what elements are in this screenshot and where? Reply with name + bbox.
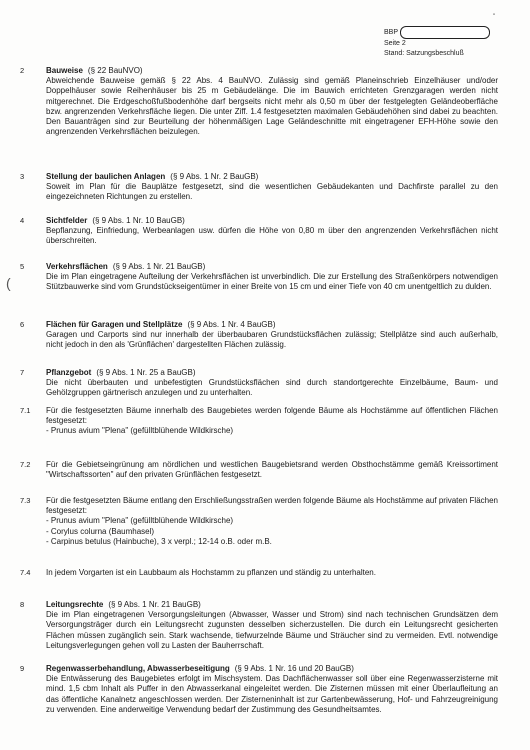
bbp-label: BBP <box>384 28 399 36</box>
section-body: Die im Plan eingetragene Aufteilung der Verkehrsflächen ist unverbindlich. Die zur Erstellung des Straßenkörpers notwendigen Stützbauwerke sind vom Grundstückseigentümer in einer Breite von 15 cm und einer Tiefe von 40 cm unentgeltlich zu dulden. <box>46 272 498 292</box>
section-7-2 <box>20 460 498 480</box>
section-reference: (§ 22 BauNVO) <box>87 66 143 75</box>
section-reference: (§ 9 Abs. 1 Nr. 16 und 20 BauGB) <box>234 664 354 673</box>
section-body: Die Entwässerung des Baugebietes erfolgt im Mischsystem. Das Dachflächenwasser soll über eine Regenwasserzisterne mit mind. 1,5 cbm Inhalt als Puffer in den Abwasserkanal eingeleitet werden. Die Zisternen müssen mit einer Überlaufleitung an das öffentliche Kanalnetz angeschlossen werden. Der Zisterneninhalt ist zur Gartenbewässerung, Hof- und Fahrzeugreinigung zu verwenden. Eine anderweitige Verwendung bedarf der Zustimmung des Gesundheitsamtes. <box>46 674 498 714</box>
section-number: 5 <box>20 262 25 271</box>
section-title: Sichtfelder <box>46 216 88 225</box>
section-7 <box>20 368 498 399</box>
document-header <box>384 26 490 58</box>
section-title: Verkehrsflächen <box>46 262 108 271</box>
section-body: Soweit im Plan für die Bauplätze festgesetzt, sind die wesentlichen Gebäudekanten und Dachfirste parallel zu den eingezeichneten Richtungen zu erstellen. <box>46 182 498 202</box>
section-number: 7.3 <box>20 496 31 505</box>
section-2 <box>20 66 498 137</box>
section-number: 3 <box>20 172 25 181</box>
page-number: Seite 2 <box>384 40 406 47</box>
section-title: Flächen für Garagen und Stellplätze <box>46 320 183 329</box>
plant-list <box>46 426 498 436</box>
section-number: 7.2 <box>20 460 31 469</box>
section-7-4 <box>20 568 498 578</box>
section-7-1 <box>20 406 498 437</box>
bbp-line <box>384 26 490 39</box>
corner-mark: " <box>493 14 496 20</box>
section-6 <box>20 320 498 351</box>
section-title: Bauweise <box>46 66 83 75</box>
section-body: Bepflanzung, Einfriedung, Werbeanlagen usw. dürfen die Höhe von 0,80 m über den angrenzenden Verkehrsflächen nicht überschreiten. <box>46 226 498 246</box>
section-body: Für die festgesetzten Bäume entlang den Erschließungsstraßen werden folgende Bäume als Hochstämme auf privaten Flächen festgesetzt: <box>46 496 498 516</box>
section-body: Garagen und Carports sind nur innerhalb der überbaubaren Grundstücksflächen zulässig; Stellplätze sind auch außerhalb, nicht jedoch in den als 'Grünflächen' dargestellten Flächen zulässig. <box>46 330 498 350</box>
section-body: In jedem Vorgarten ist ein Laubbaum als Hochstamm zu pflanzen und ständig zu unterhalten. <box>46 568 376 577</box>
section-number: 7 <box>20 368 25 377</box>
section-title: Stellung der baulichen Anlagen <box>46 172 166 181</box>
section-body: Die im Plan eingetragenen Versorgungsleitungen (Abwasser, Wasser und Strom) sind nach technischen Grundsätzen dem Versorgungsträger durch ein Leitungsrecht zugunsten desselben sicherzustellen. Die durch ein Leitungsrecht gesicherten Flächen müssen zugänglich sein. Stark wachsende, tiefwurzelnde Bäume und Sträucher sind zu vermeiden. Evtl. notwendige Leitungsverlegungen gehen voll zu Lasten der Bauherrschaft. <box>46 610 498 650</box>
list-item: - Carpinus betulus (Hainbuche), 3 x verpl.; 12-14 o.B. oder m.B. <box>46 536 272 546</box>
section-number: 4 <box>20 216 25 225</box>
section-reference: (§ 9 Abs. 1 Nr. 4 BauGB) <box>187 320 276 329</box>
section-reference: (§ 9 Abs. 1 Nr. 2 BauGB) <box>170 172 259 181</box>
section-number: 2 <box>20 66 25 75</box>
section-7-3 <box>20 496 498 547</box>
section-reference: (§ 9 Abs. 1 Nr. 21 BauGB) <box>112 262 206 271</box>
plant-list <box>46 516 498 547</box>
section-number: 9 <box>20 664 25 673</box>
section-title: Pflanzgebot <box>46 368 92 377</box>
bbp-field-box <box>400 26 490 39</box>
section-number: 7.1 <box>20 406 31 415</box>
section-title: Regenwasserbehandlung, Abwasserbeseitigung <box>46 664 230 673</box>
list-item: - Corylus colurna (Baumhasel) <box>46 526 155 536</box>
section-title: Leitungsrechte <box>46 600 104 609</box>
section-number: 8 <box>20 600 25 609</box>
section-3 <box>20 172 498 203</box>
section-body: Abweichende Bauweise gemäß § 22 Abs. 4 BauNVO. Zulässig sind gemäß Planeinschrieb Einzelhäuser und/oder Doppelhäuser sowie Reihenhäuser bis 25 m Gebäudelänge. Die im Bauwich errichteten Grenzgaragen werden nicht mitgerechnet. Die Erdgeschoßfußbodenhöhe darf bergseits nicht mehr als 0,50 m über der festgelegten Geländeoberfläche bzw. angrenzenden Verkehrsfläche liegen. Die unter Ziff. 1.4 festgesetzten maximalen Gebäudehöhen sind dabei zu beachten. Den Bauanträgen sind zur Beurteilung der höhenmäßigen Lage Geländeschnitte mit eingetragener EFH-Höhe sowie den angrenzenden Verkehrsflächen beizulegen. <box>46 76 498 137</box>
status-label: Stand: Satzungsbeschluß <box>384 49 464 57</box>
list-item: - Prunus avium "Plena" (gefülltblühende Wildkirsche) <box>46 426 234 436</box>
section-reference: (§ 9 Abs. 1 Nr. 21 BauGB) <box>108 600 201 609</box>
section-body: Die nicht überbauten und unbefestigten Grundstücksflächen sind durch standortgerechte Einzelbäume, Baum- und Gehölzgruppen gärtnerisch anzulegen und zu unterhalten. <box>46 378 498 398</box>
section-number: 7.4 <box>20 568 31 577</box>
list-item: - Prunus avium "Plena" (gefülltblühende Wildkirsche) <box>46 516 234 526</box>
section-reference: (§ 9 Abs. 1 Nr. 25 a BauGB) <box>96 368 196 377</box>
section-9 <box>20 664 498 715</box>
section-8 <box>20 600 498 651</box>
section-5 <box>20 262 498 293</box>
margin-bracket-mark: ( <box>6 275 11 291</box>
section-number: 6 <box>20 320 25 329</box>
section-body: Für die festgesetzten Bäume innerhalb des Baugebietes werden folgende Bäume als Hochstämme auf öffentlichen Flächen festgesetzt: <box>46 406 498 426</box>
section-4 <box>20 216 498 247</box>
section-reference: (§ 9 Abs. 1 Nr. 10 BauGB) <box>92 216 185 225</box>
section-body: Für die Gebietseingrünung am nördlichen und westlichen Baugebietsrand werden Obsthochstämme gemäß Kreissortiment "Wirtschaftssorten" auf den privaten Grünflächen festgesetzt. <box>46 460 498 480</box>
